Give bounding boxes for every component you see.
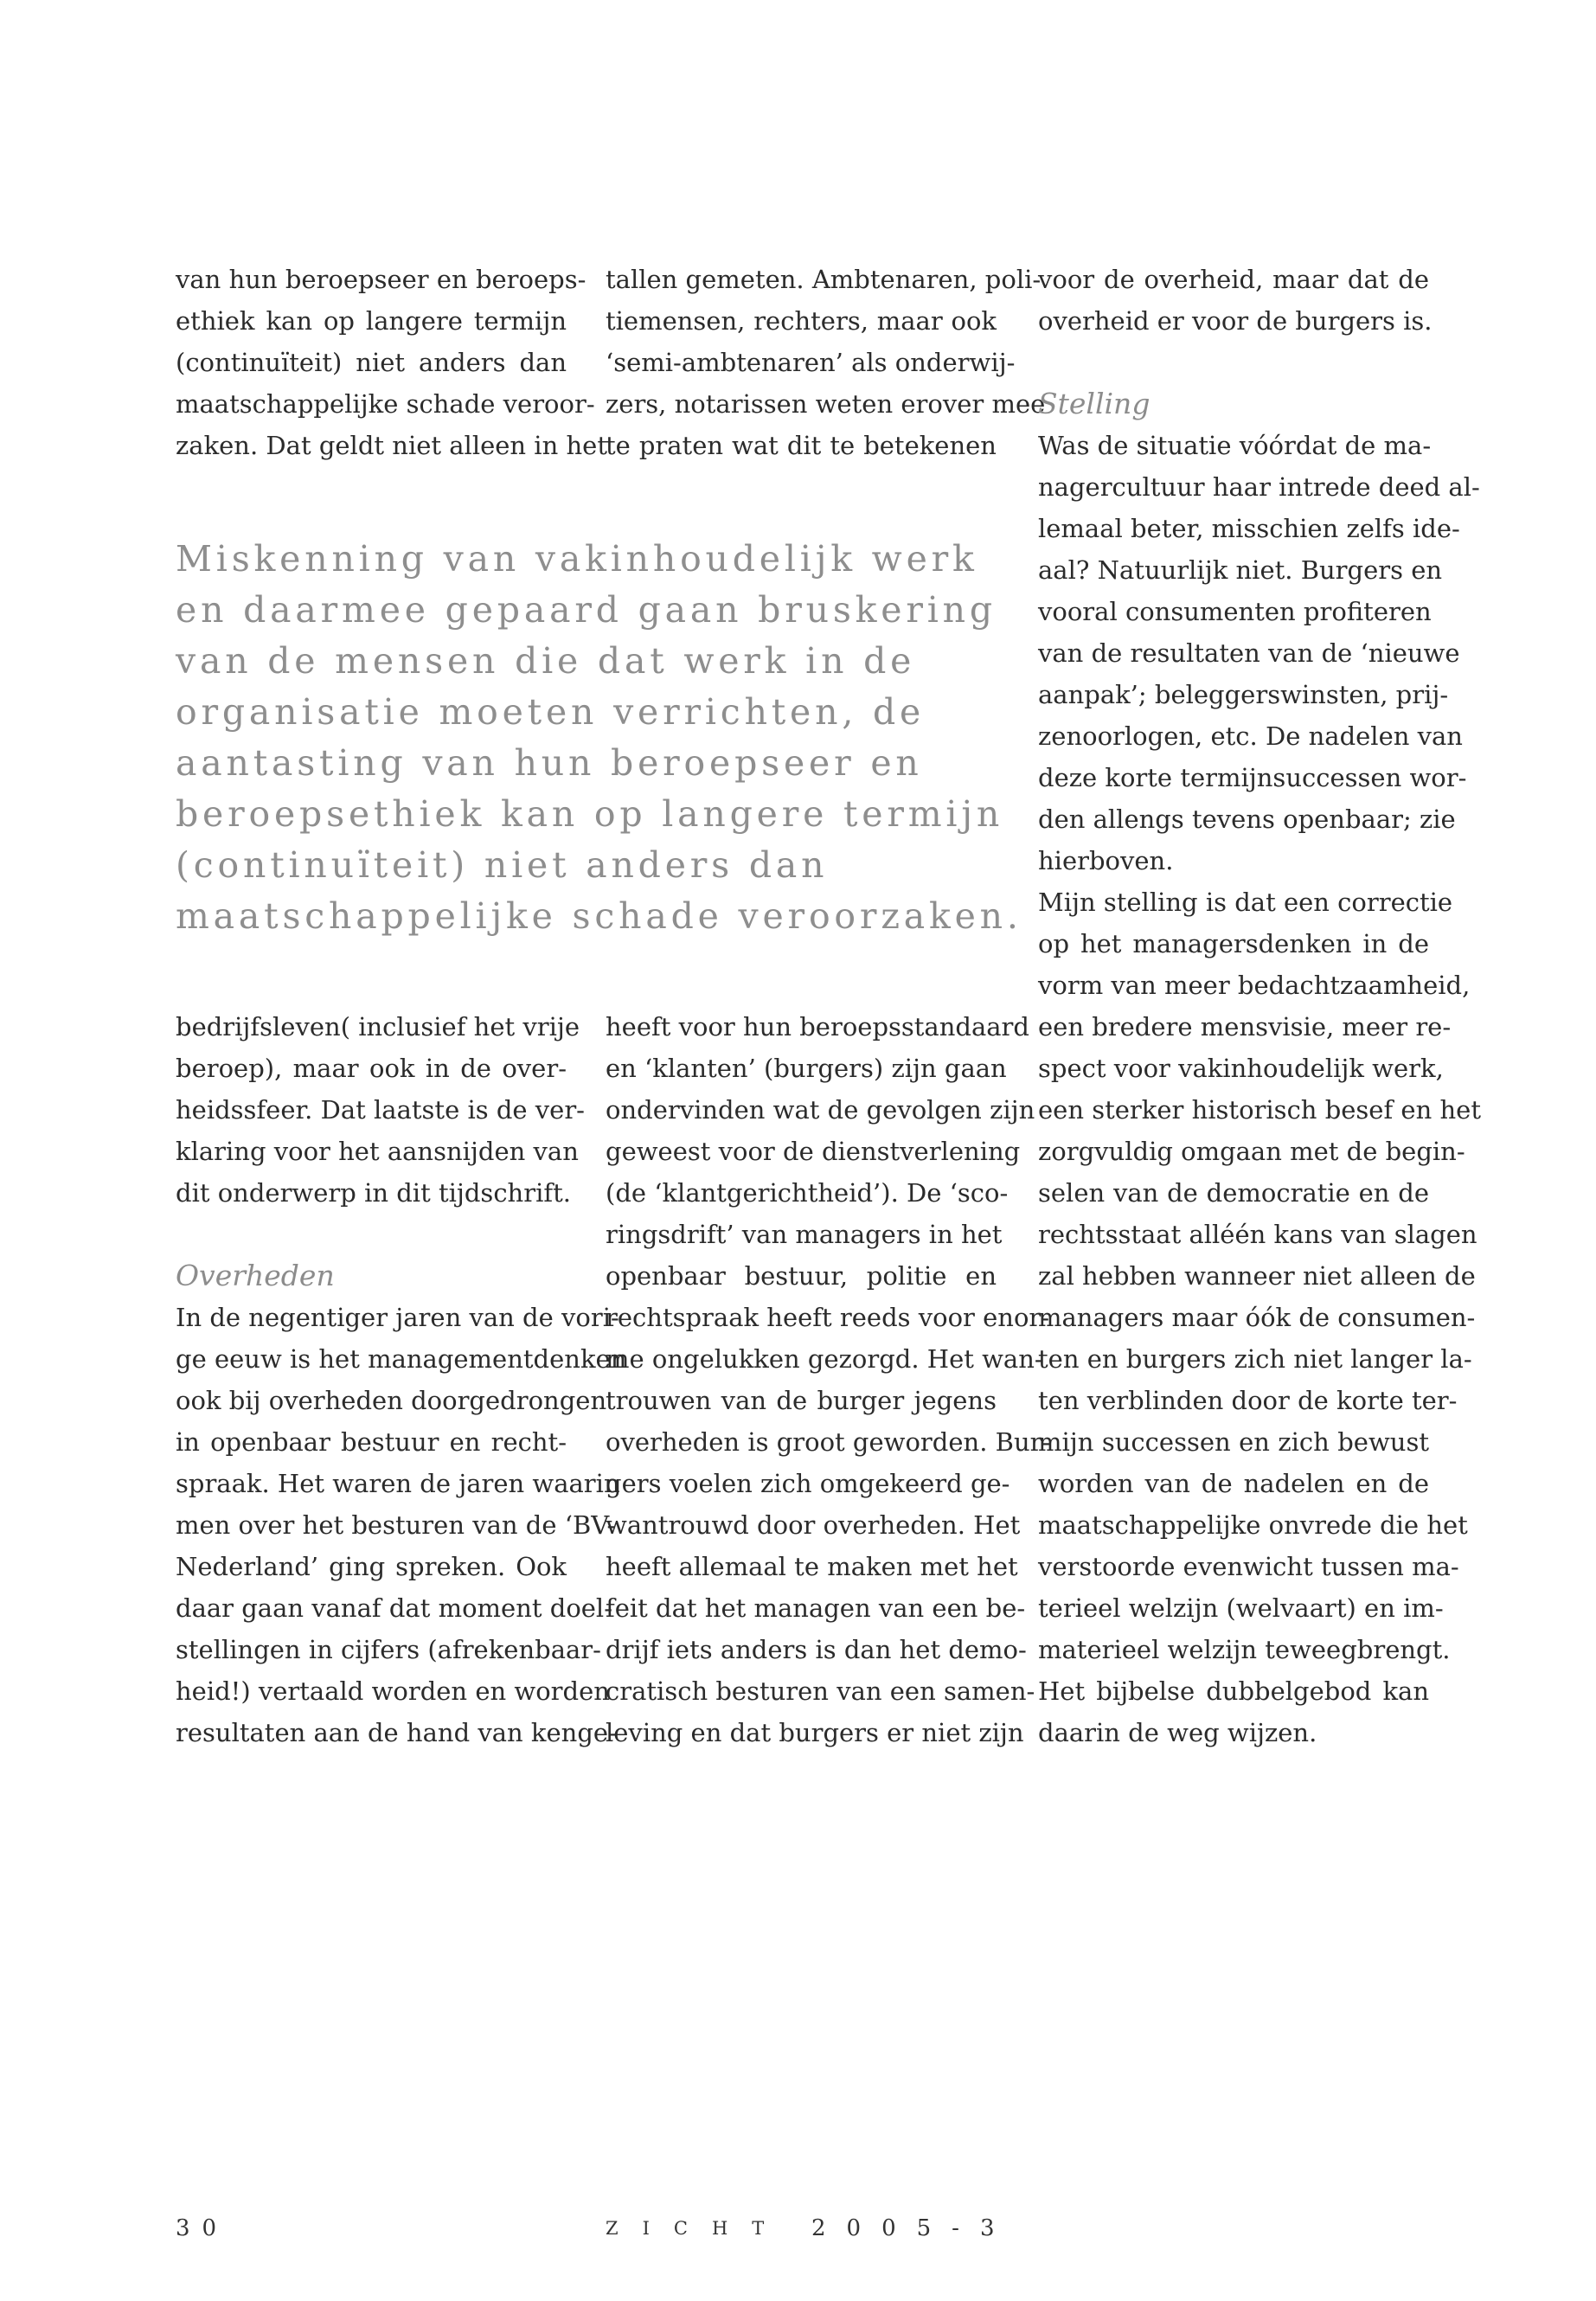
text-line: openbaar bestuur, politie en bbox=[606, 1261, 997, 1291]
text-line: in openbaar bestuur en recht- bbox=[176, 1427, 567, 1457]
text-line: ten verblinden door de korte ter- bbox=[1038, 1386, 1458, 1415]
text-line: gers voelen zich omgekeerd ge- bbox=[606, 1469, 1010, 1498]
text-line: (continuïteit) niet anders dan bbox=[176, 348, 567, 377]
text-line: van hun beroepseer en beroeps- bbox=[176, 265, 586, 294]
text-line: op het managersdenken in de bbox=[1038, 929, 1429, 958]
text-line: lemaal beter, misschien zelfs ide- bbox=[1038, 514, 1460, 543]
text-line: daarin de weg wijzen. bbox=[1038, 1718, 1317, 1747]
text-line: zaken. Dat geldt niet alleen in het bbox=[176, 431, 607, 460]
text-line: den allengs tevens openbaar; zie bbox=[1038, 804, 1456, 834]
text-line: nagercultuur haar intrede deed al- bbox=[1038, 472, 1480, 502]
text-line: Mijn stelling is dat een correctie bbox=[1038, 888, 1453, 917]
text-line: zenoorlogen, etc. De nadelen van bbox=[1038, 721, 1463, 751]
text-line: drijf iets anders is dan het demo- bbox=[606, 1635, 1027, 1664]
text-line: men over het besturen van de ‘BV- bbox=[176, 1510, 616, 1540]
text-line: ‘semi-ambtenaren’ als onderwij- bbox=[606, 348, 1016, 377]
text-line: resultaten aan de hand van kenge- bbox=[176, 1718, 617, 1747]
text-line: me ongelukken gezorgd. Het wan- bbox=[606, 1344, 1043, 1374]
text-line: spect voor vakinhoudelijk werk, bbox=[1038, 1054, 1444, 1083]
text-line: maatschappelijke onvrede die het bbox=[1038, 1510, 1468, 1540]
text-line: ondervinden wat de gevolgen zijn bbox=[606, 1095, 1035, 1125]
text-line: selen van de democratie en de bbox=[1038, 1178, 1429, 1208]
text-line: mijn successen en zich bewust bbox=[1038, 1427, 1429, 1457]
page-number: 30 bbox=[176, 2215, 229, 2241]
text-line: Nederland’ ging spreken. Ook bbox=[176, 1552, 567, 1581]
text-line: maatschappelijke schade veroor- bbox=[176, 389, 595, 419]
issue-number: 2005-3 bbox=[811, 2215, 1016, 2241]
section-heading-stelling: Stelling bbox=[1038, 387, 1151, 420]
text-line: dit onderwerp in dit tijdschrift. bbox=[176, 1178, 571, 1208]
pull-quote-line: Miskenning van vakinhoudelijk werk bbox=[176, 538, 978, 580]
text-line: (de ‘klantgerichtheid’). De ‘sco- bbox=[606, 1178, 1009, 1208]
text-line: rechtspraak heeft reeds voor enor- bbox=[606, 1303, 1050, 1332]
text-line: feit dat het managen van een be- bbox=[606, 1593, 1026, 1623]
section-heading-overheden: Overheden bbox=[176, 1259, 335, 1292]
text-line: stellingen in cijfers (afrekenbaar- bbox=[176, 1635, 601, 1664]
text-line: aanpak’; beleggerswinsten, prij- bbox=[1038, 680, 1449, 709]
text-line: heid!) vertaald worden en worden bbox=[176, 1676, 610, 1706]
text-line: daar gaan vanaf dat moment doel- bbox=[176, 1593, 613, 1623]
text-line: te praten wat dit te betekenen bbox=[606, 431, 997, 460]
text-line: ethiek kan op langere termijn bbox=[176, 306, 567, 336]
text-line: leving en dat burgers er niet zijn bbox=[606, 1718, 1024, 1747]
text-line: heidssfeer. Dat laatste is de ver- bbox=[176, 1095, 585, 1125]
text-line: hierboven. bbox=[1038, 846, 1174, 875]
text-line: zal hebben wanneer niet alleen de bbox=[1038, 1261, 1476, 1291]
text-line: tiemensen, rechters, maar ook bbox=[606, 306, 997, 336]
text-line: heeft voor hun beroepsstandaard bbox=[606, 1012, 1029, 1042]
text-line: verstoorde evenwicht tussen ma- bbox=[1038, 1552, 1459, 1581]
text-line: cratisch besturen van een samen- bbox=[606, 1676, 1035, 1706]
text-line: en ‘klanten’ (burgers) zijn gaan bbox=[606, 1054, 1007, 1083]
pull-quote-line: (continuïteit) niet anders dan bbox=[176, 844, 829, 886]
text-line: heeft allemaal te maken met het bbox=[606, 1552, 1018, 1581]
pull-quote-line: van de mensen die dat werk in de bbox=[176, 640, 916, 682]
text-line: van de resultaten van de ‘nieuwe bbox=[1038, 638, 1460, 668]
text-line: vorm van meer bedachtzaamheid, bbox=[1038, 971, 1471, 1000]
text-line: overheid er voor de burgers is. bbox=[1038, 306, 1433, 336]
text-line: worden van de nadelen en de bbox=[1038, 1469, 1429, 1498]
pull-quote-line: beroepsethiek kan op langere termijn bbox=[176, 793, 1004, 835]
text-line: klaring voor het aansnijden van bbox=[176, 1137, 579, 1166]
text-line: ook bij overheden doorgedrongen bbox=[176, 1386, 607, 1415]
text-line: bedrijfsleven( inclusief het vrije bbox=[176, 1012, 580, 1042]
text-line: In de negentiger jaren van de vori- bbox=[176, 1303, 619, 1332]
text-line: materieel welzijn teweegbrengt. bbox=[1038, 1635, 1451, 1664]
text-line: terieel welzijn (welvaart) en im- bbox=[1038, 1593, 1444, 1623]
text-line: ten en burgers zich niet langer la- bbox=[1038, 1344, 1472, 1374]
text-line: zers, notarissen weten erover mee bbox=[606, 389, 1046, 419]
pull-quote-line: aantasting van hun beroepseer en bbox=[176, 742, 923, 784]
text-line: vooral consumenten profiteren bbox=[1038, 597, 1432, 626]
text-line: voor de overheid, maar dat de bbox=[1038, 265, 1429, 294]
text-line: ge eeuw is het managementdenken bbox=[176, 1344, 627, 1374]
text-line: Was de situatie vóórdat de ma- bbox=[1038, 431, 1432, 460]
journal-name: ZICHT bbox=[606, 2218, 789, 2239]
text-line: spraak. Het waren de jaren waarin bbox=[176, 1469, 620, 1498]
text-line: overheden is groot geworden. Bur- bbox=[606, 1427, 1051, 1457]
pull-quote-line: maatschappelijke schade veroorzaken. bbox=[176, 895, 1022, 937]
text-line: aal? Natuurlijk niet. Burgers en bbox=[1038, 555, 1443, 585]
text-line: beroep), maar ook in de over- bbox=[176, 1054, 567, 1083]
text-line: ringsdrift’ van managers in het bbox=[606, 1220, 1003, 1249]
text-line: managers maar óók de consumen- bbox=[1038, 1303, 1476, 1332]
text-line: trouwen van de burger jegens bbox=[606, 1386, 997, 1415]
text-line: een sterker historisch besef en het bbox=[1038, 1095, 1481, 1125]
pull-quote-line: en daarmee gepaard gaan bruskering bbox=[176, 589, 997, 631]
text-line: wantrouwd door overheden. Het bbox=[606, 1510, 1021, 1540]
text-line: geweest voor de dienstverlening bbox=[606, 1137, 1021, 1166]
text-line: tallen gemeten. Ambtenaren, poli- bbox=[606, 265, 1042, 294]
text-line: een bredere mensvisie, meer re- bbox=[1038, 1012, 1452, 1042]
pull-quote-line: organisatie moeten verrichten, de bbox=[176, 691, 926, 733]
text-line: Het bijbelse dubbelgebod kan bbox=[1038, 1676, 1429, 1706]
text-line: rechtsstaat alléén kans van slagen bbox=[1038, 1220, 1477, 1249]
text-line: deze korte termijnsuccessen wor- bbox=[1038, 763, 1467, 792]
text-line: zorgvuldig omgaan met de begin- bbox=[1038, 1137, 1465, 1166]
